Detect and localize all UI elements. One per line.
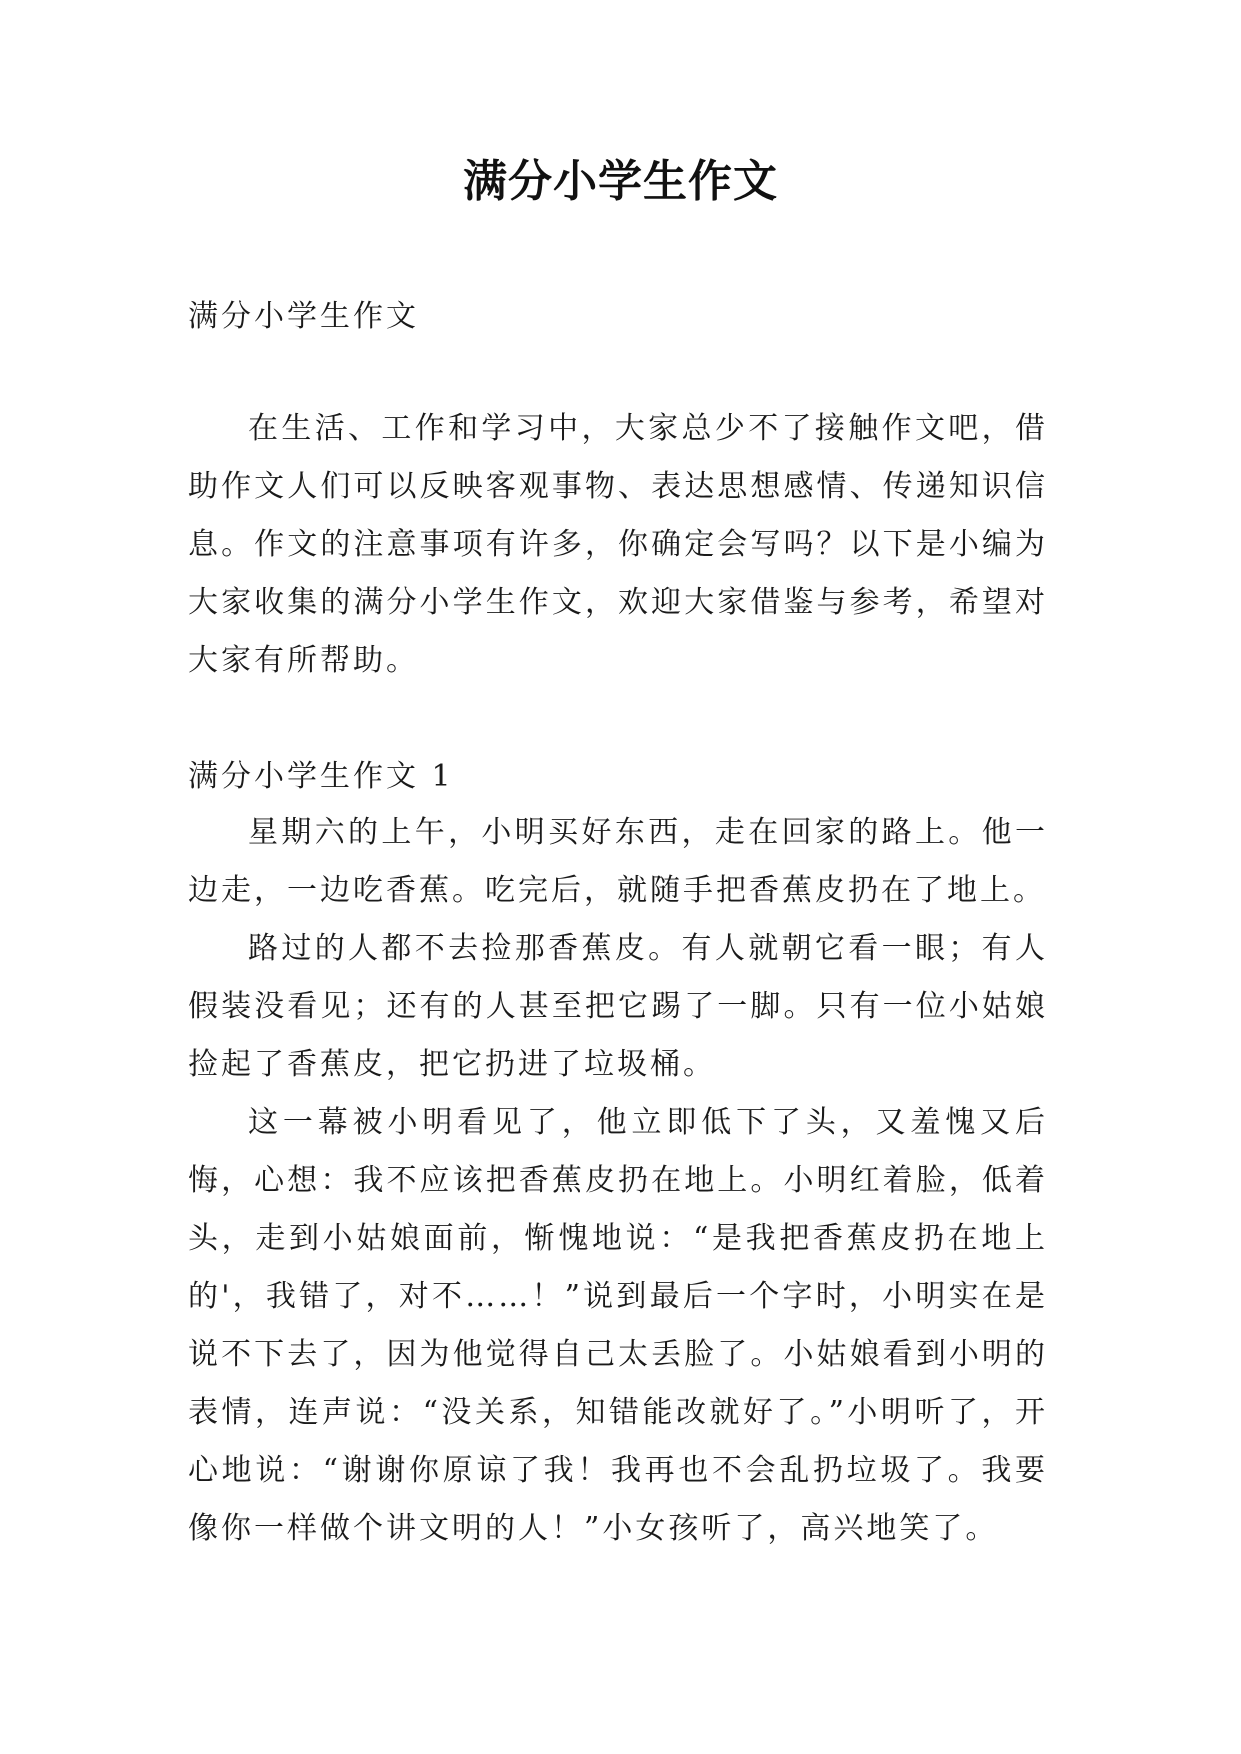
intro-section — [188, 400, 1048, 690]
document-title: 满分小学生作文 — [463, 156, 778, 207]
essay-heading: 满分小学生作文 1 — [188, 759, 454, 794]
essay-paragraph: 这一幕被小明看见了，他立即低下了头，又羞愧又后悔，心想：我不应该把香蕉皮扔在地上。小明红着脸，低着头，走到小姑娘面前，惭愧地说：“是我把香蕉皮扔在地上的'，我错了，对不……！”说到最后一个字时，小明实在是说不下去了，因为他觉得自己太丢脸了。小姑娘看到小明的表情，连声说：“没关系，知错能改就好了。”小明听了，开心地说：“谢谢你原谅了我！我再也不会乱扔垃圾了。我要像你一样做个讲文明的人！”小女孩听了，高兴地笑了。 — [188, 1105, 1048, 1546]
essay-body — [188, 804, 1048, 1558]
document-subtitle: 满分小学生作文 — [188, 299, 419, 334]
essay-paragraph: 路过的人都不去捡那香蕉皮。有人就朝它看一眼；有人假装没看见；还有的人甚至把它踢了一脚。只有一位小姑娘捡起了香蕉皮，把它扔进了垃圾桶。 — [188, 931, 1048, 1082]
essay-paragraph: 星期六的上午，小明买好东西，走在回家的路上。他一边走，一边吃香蕉。吃完后，就随手把香蕉皮扔在了地上。 — [188, 815, 1048, 908]
intro-paragraph: 在生活、工作和学习中，大家总少不了接触作文吧，借助作文人们可以反映客观事物、表达思想感情、传递知识信息。作文的注意事项有许多，你确定会写吗？以下是小编为大家收集的满分小学生作文，欢迎大家借鉴与参考，希望对大家有所帮助。 — [188, 411, 1048, 678]
